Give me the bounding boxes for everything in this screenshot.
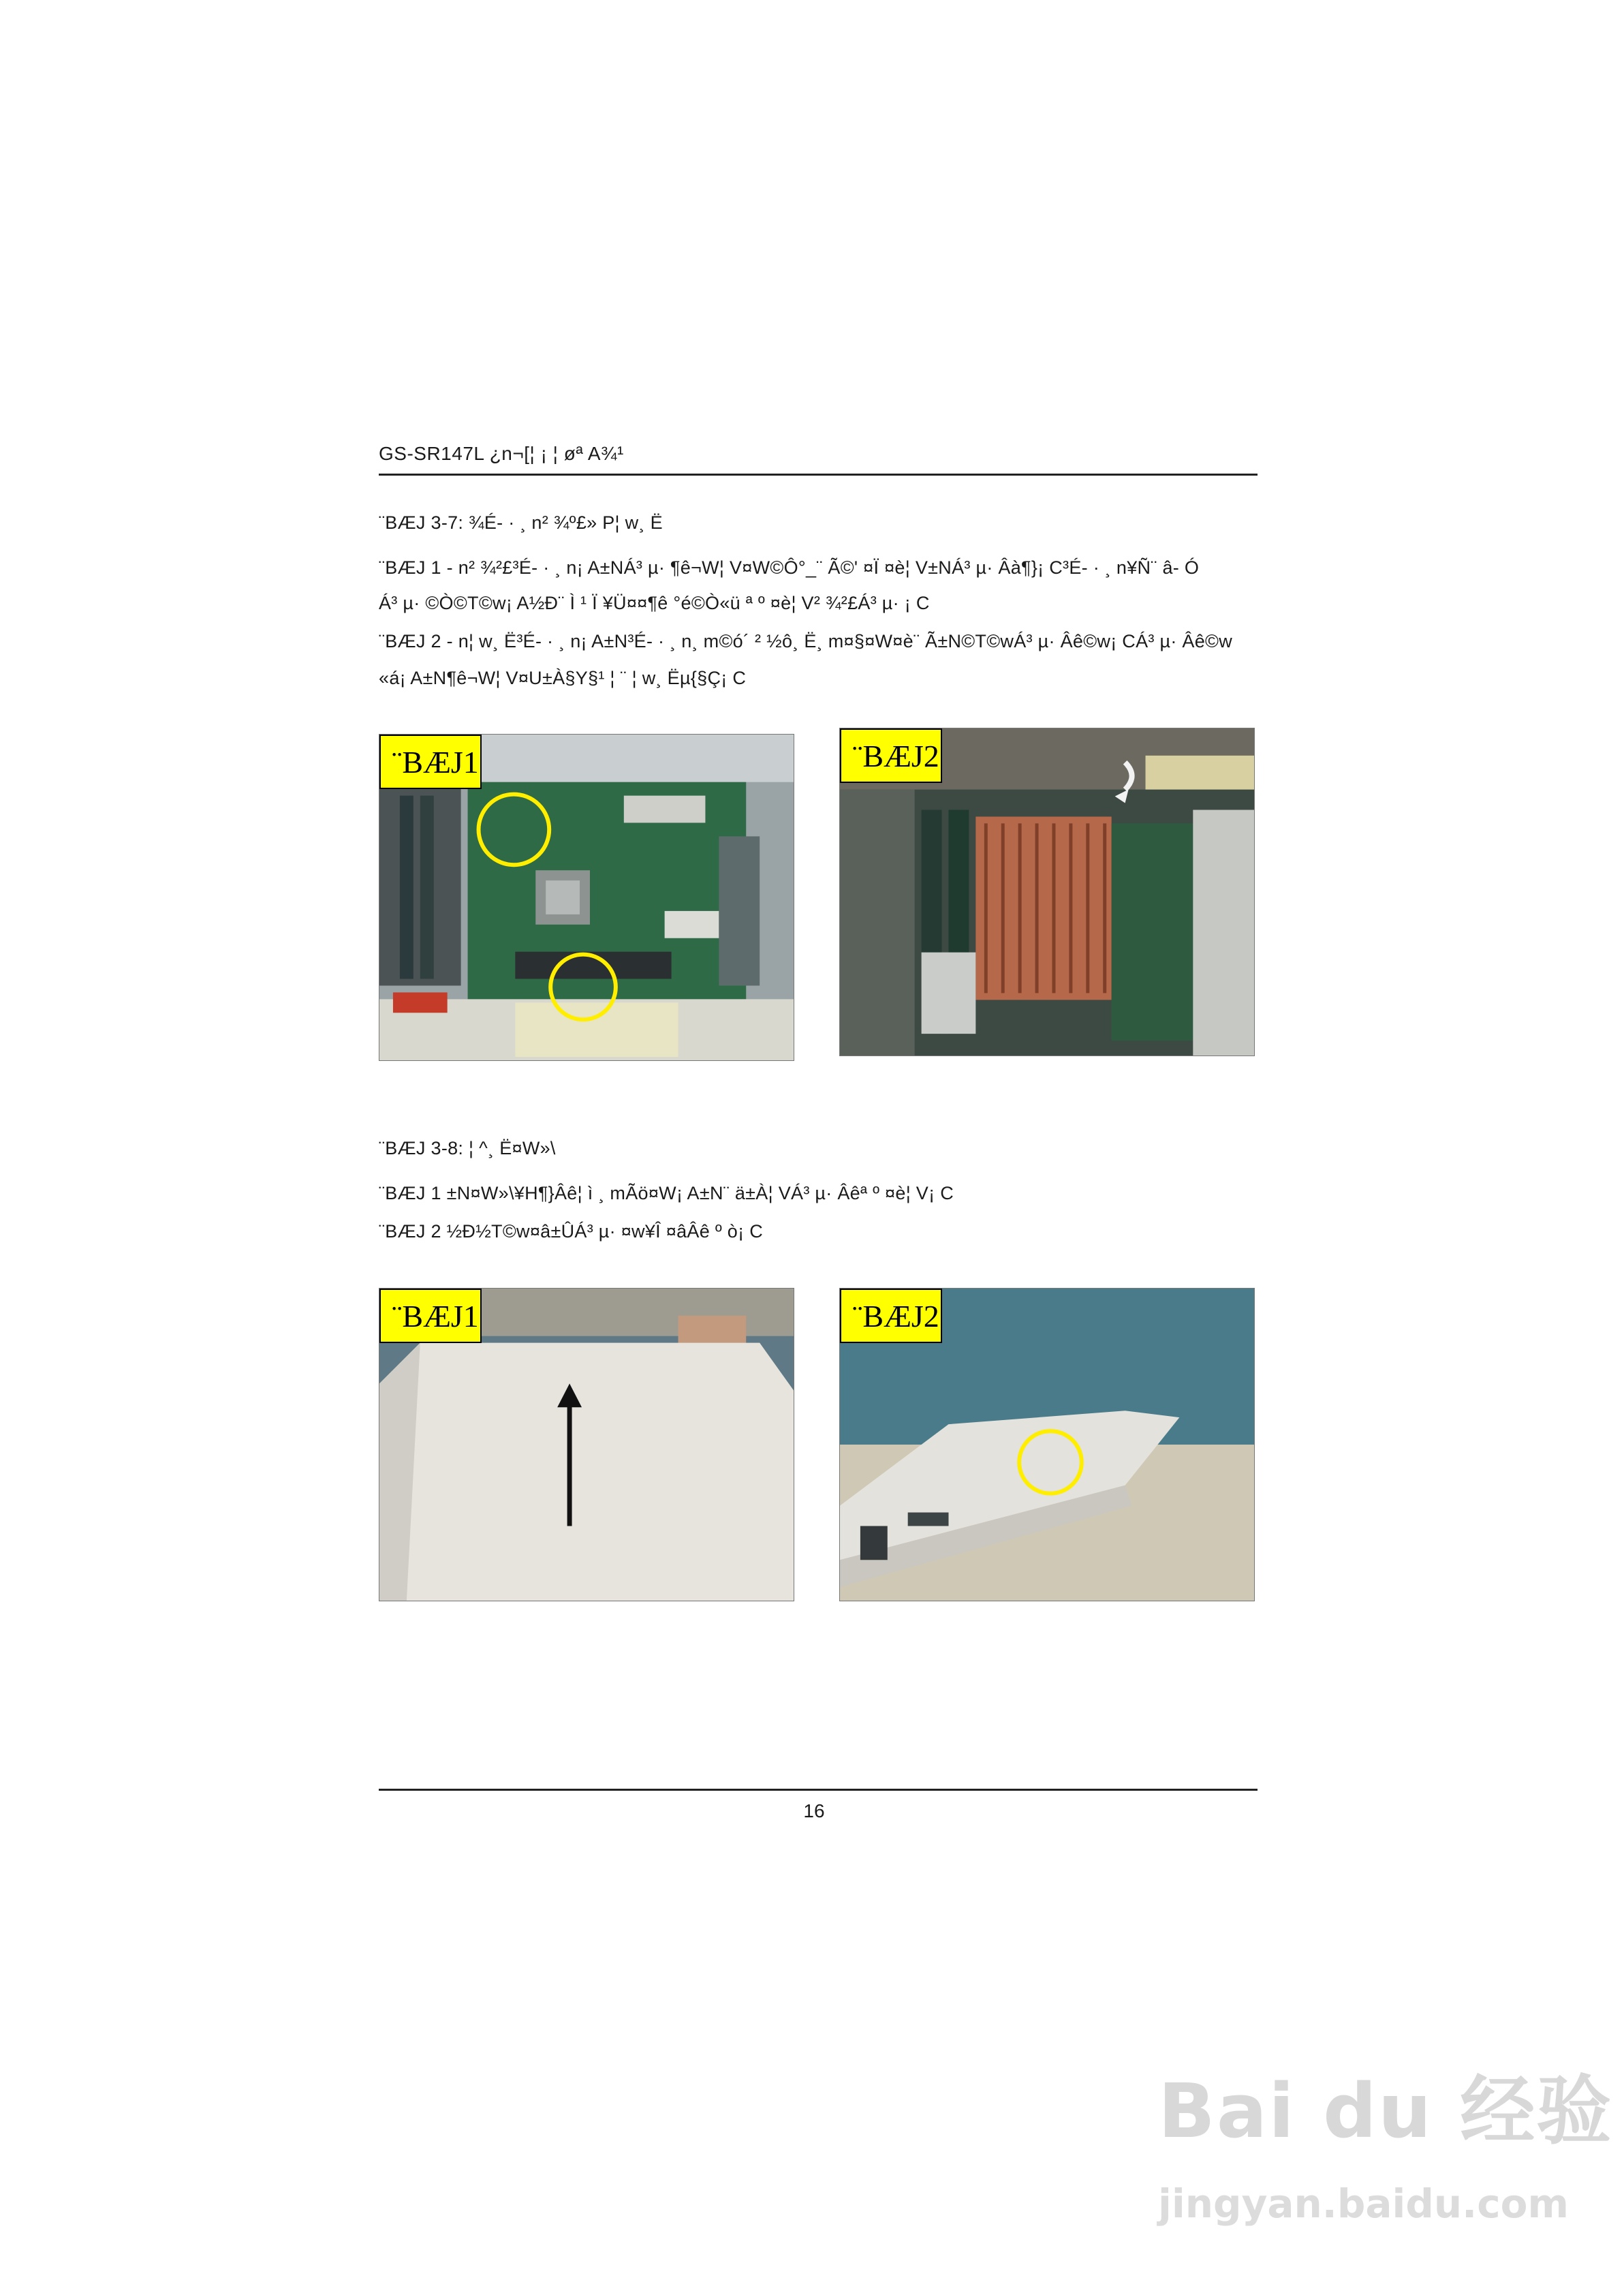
photo-heatsink-step2 — [839, 728, 1255, 1056]
section-3-8-step2-line1: ¨BÆJ 2 ½Ð½T©w¤â±ÛÁ³ µ· ¤w¥Î ¤âÂê º ò¡ C — [379, 1221, 763, 1242]
step-label: ¨BÆJ2 — [840, 728, 942, 783]
photo-closed-server-step2 — [839, 1288, 1255, 1601]
section-3-7-step1-line1: ¨BÆJ 1 - n² ¾²£³É- · ¸ n¡ A±NÁ³ µ· ¶ê¬W¦ V¤W©Ô°_¨ Ã©' ¤Ï ¤è¦ V±NÁ³ µ· Âà¶}¡ C³É- · ¸ n¥Ñ¨ â- Ó — [379, 557, 1200, 578]
step-label: ¨BÆJ1 — [379, 735, 482, 789]
section-3-7-step1-line2: Á³ µ· ©Ò©T©w¡ A½Ð¨ Ì ¹ Ï ¥Ü¤¤¶ê °é©Ò«ü ª º ¤è¦ V² ¾²£Á³ µ· ¡ C — [379, 593, 930, 613]
section-3-8-heading: ¨BÆJ 3-8: ¦ ^¸ Ë¤W»\ — [379, 1138, 556, 1158]
section-3-7-step2-line2: «á¡ A±N¶ê¬W¦ V¤U±À§Y§¹ ¦ ¨ ¦ w¸ Ëµ{§Ç¡ C — [379, 668, 747, 688]
photo-cover-slide-step1 — [379, 1288, 794, 1601]
step-label: ¨BÆJ2 — [840, 1289, 942, 1343]
page-number: 16 — [803, 1800, 825, 1821]
watermark-url: jingyan.baidu.com — [1158, 2181, 1569, 2227]
header-rule — [379, 474, 1258, 476]
step-label: ¨BÆJ1 — [379, 1289, 482, 1343]
footer-rule — [379, 1789, 1258, 1791]
section-3-7-heading: ¨BÆJ 3-7: ¾É- · ¸ n² ¾º£» P¦ w¸ Ë — [379, 512, 663, 533]
photo-motherboard-step1 — [379, 734, 794, 1061]
document-header-title: GS-SR147L ¿n¬[¦ ¡ ¦ øª A¾¹ — [379, 443, 624, 464]
section-3-8-step1-line1: ¨BÆJ 1 ±N¤W»\¥H¶}Âê¦ ì ¸ mÃö¤W¡ A±N¨ ä±À¦ VÁ³ µ· Âêª º ¤è¦ V¡ C — [379, 1183, 954, 1203]
baidu-jingyan-logo: Bai du 经验 — [1158, 2067, 1613, 2155]
section-3-7-step2-line1: ¨BÆJ 2 - n¦ w¸ Ë³É- · ¸ n¡ A±N³É- · ¸ n¸ m©ó´ ² ½ô¸ Ë¸ m¤§¤W¤è¨ Ã±N©T©wÁ³ µ· Âê©w¡ CÁ³ µ· Âê©w — [379, 631, 1233, 651]
